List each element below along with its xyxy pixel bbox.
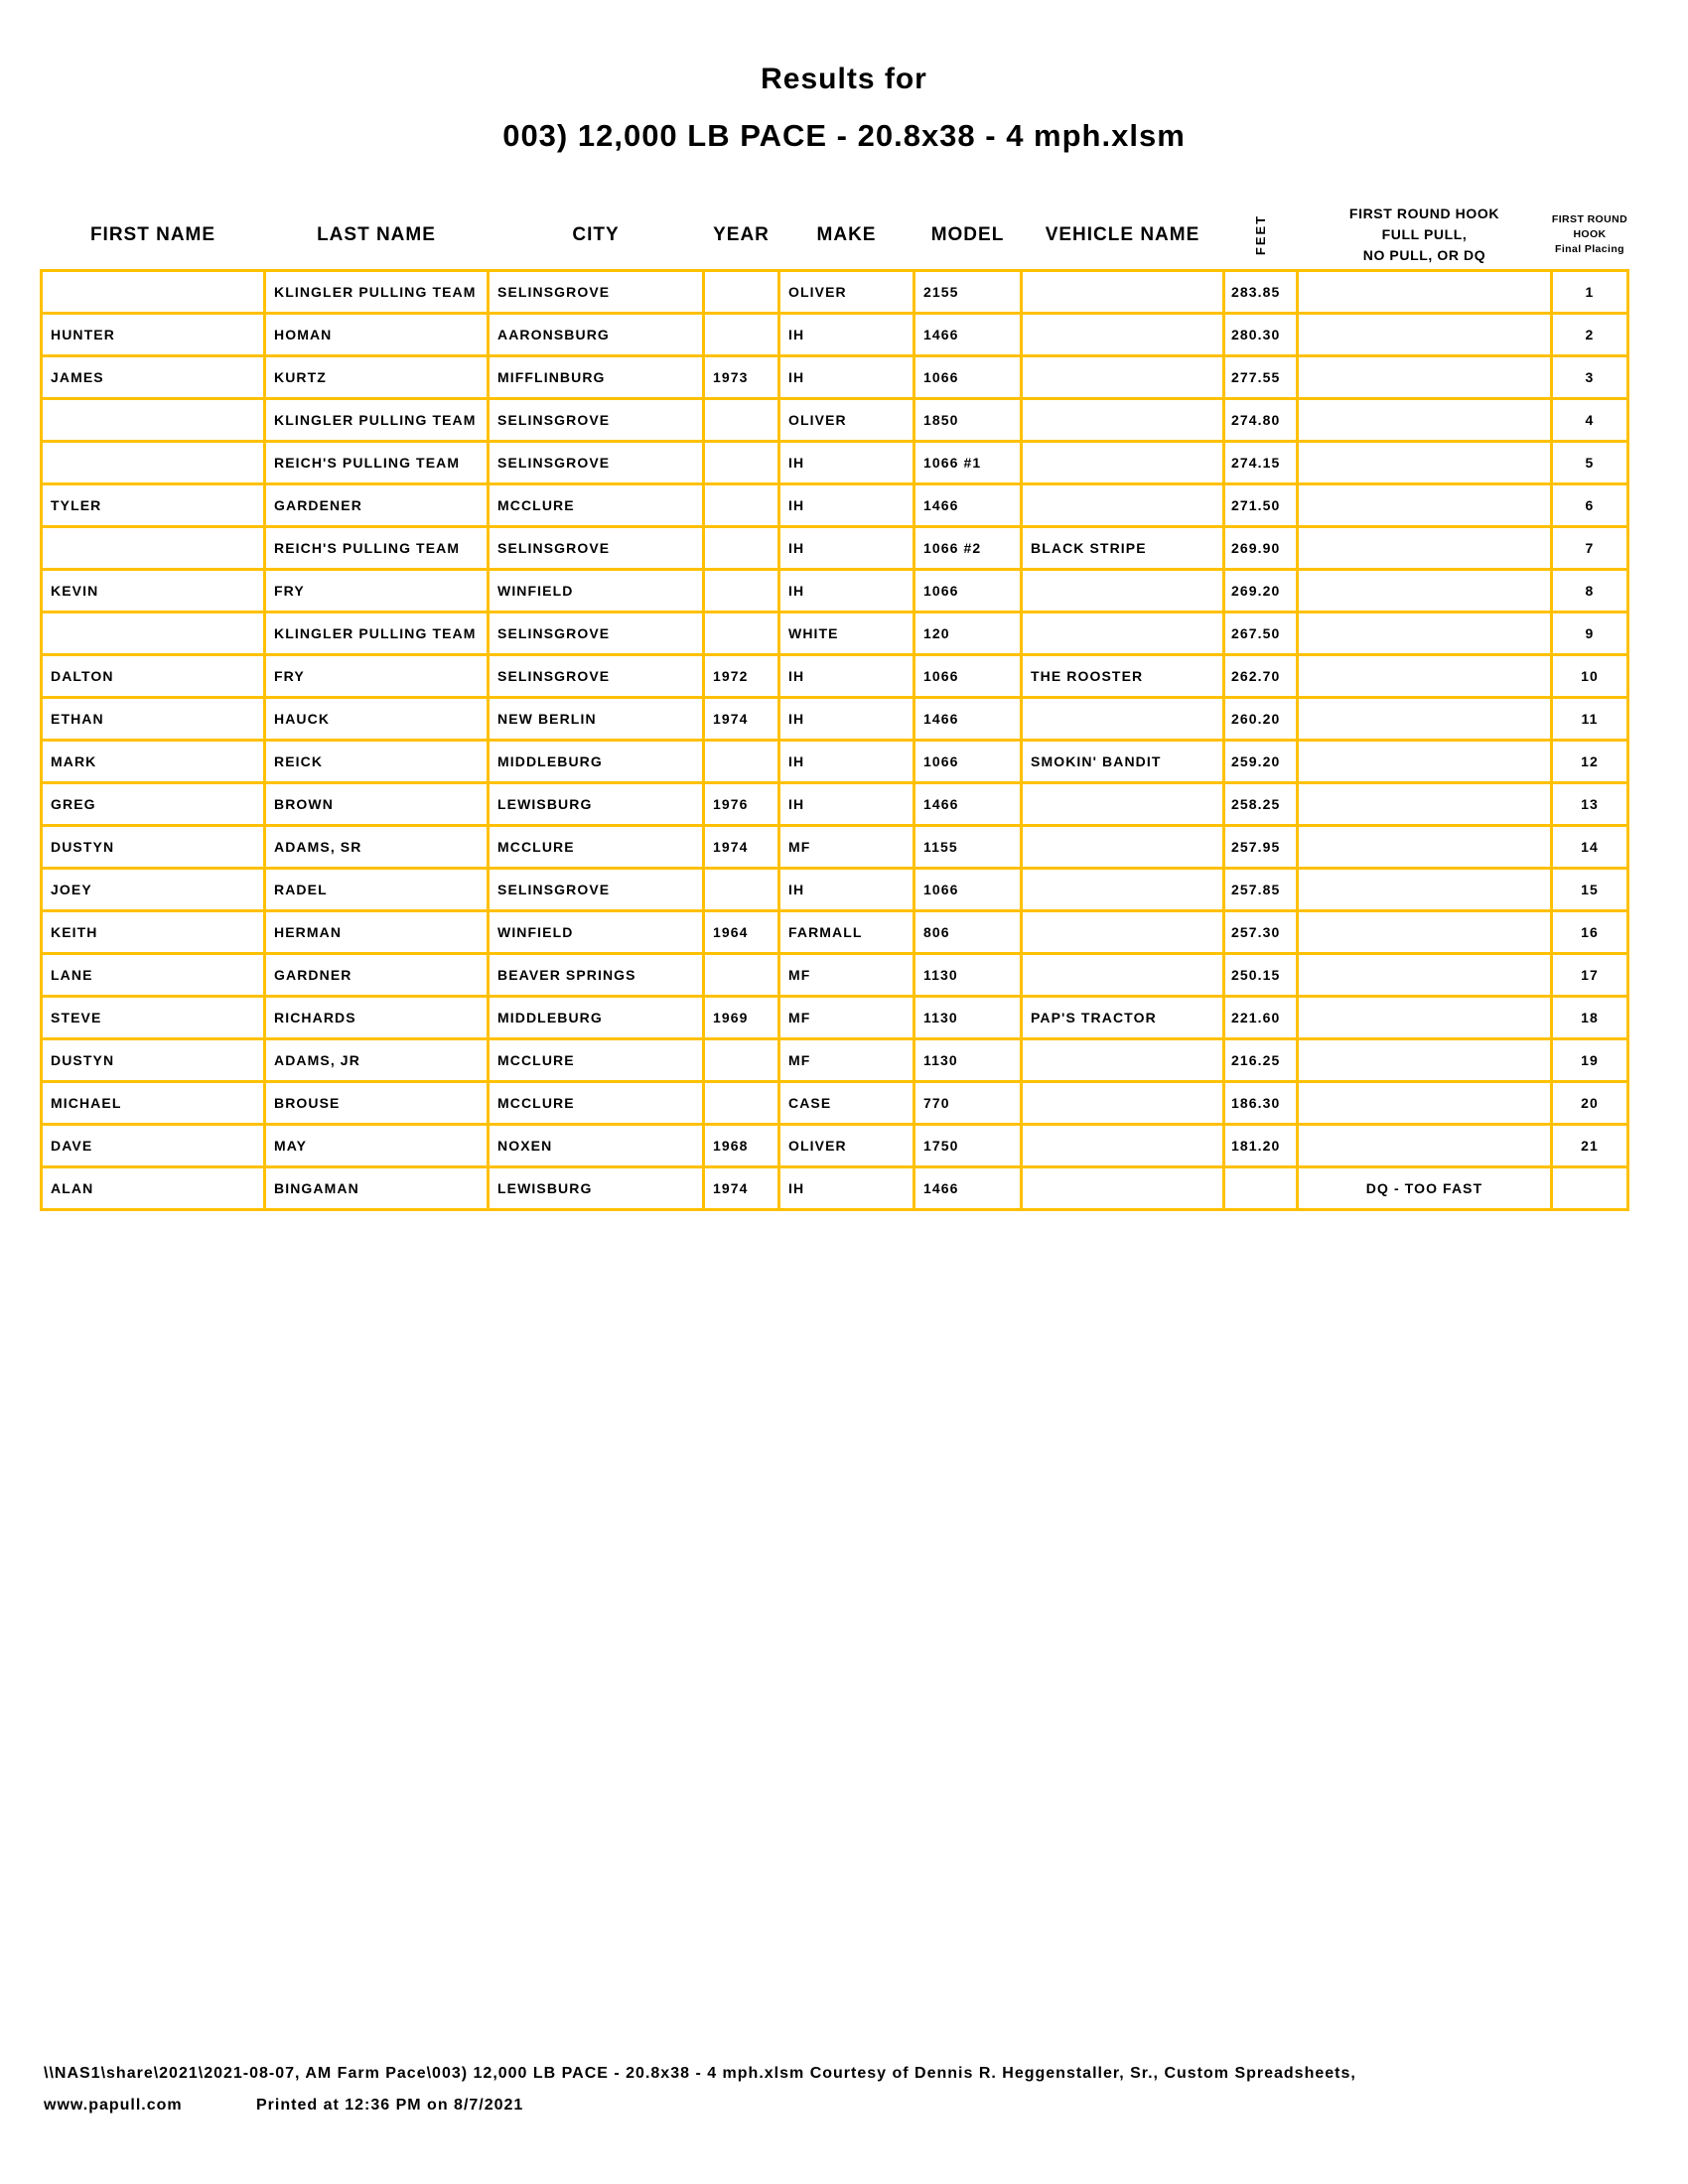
cell-city: LEWISBURG [490,784,702,824]
cell-make: IH [780,1168,913,1208]
cell-place [1553,1168,1626,1208]
cell-year [705,870,777,909]
hook-header-line3: NO PULL, OR DQ [1362,247,1486,263]
cell-hook [1299,784,1550,824]
cell-make: IH [780,656,913,696]
cell-make: IH [780,528,913,568]
column-header-model: MODEL [930,223,1005,245]
cell-place: 10 [1553,656,1626,696]
cell-city: NOXEN [490,1126,702,1165]
cell-first: HUNTER [43,315,263,354]
cell-feet: 181.20 [1225,1126,1296,1165]
cell-last: KLINGLER PULLING TEAM [266,614,487,653]
cell-feet: 271.50 [1225,485,1296,525]
cell-first: MICHAEL [43,1083,263,1123]
column-header-year: YEAR [713,223,770,245]
cell-place: 13 [1553,784,1626,824]
cell-last: FRY [266,656,487,696]
cell-year [705,443,777,482]
cell-make: IH [780,443,913,482]
cell-vehicle [1023,485,1222,525]
cell-model: 806 [915,912,1020,952]
cell-feet: 274.15 [1225,443,1296,482]
cell-vehicle [1023,315,1222,354]
cell-place: 6 [1553,485,1626,525]
cell-city: SELINSGROVE [490,272,702,312]
cell-feet: 250.15 [1225,955,1296,995]
cell-feet: 269.20 [1225,571,1296,611]
cell-last: KLINGLER PULLING TEAM [266,400,487,440]
cell-place: 17 [1553,955,1626,995]
cell-year: 1969 [705,998,777,1037]
cell-first: KEITH [43,912,263,952]
cell-make: IH [780,699,913,739]
cell-first: DUSTYN [43,1040,263,1080]
cell-place: 19 [1553,1040,1626,1080]
cell-place: 18 [1553,998,1626,1037]
cell-hook [1299,1040,1550,1080]
cell-hook [1299,742,1550,781]
cell-last: GARDENER [266,485,487,525]
hook-header-line1: FIRST ROUND HOOK [1348,205,1500,221]
cell-last: FRY [266,571,487,611]
cell-feet [1225,1168,1296,1208]
cell-last: REICH'S PULLING TEAM [266,443,487,482]
cell-make: WHITE [780,614,913,653]
cell-model: 1466 [915,784,1020,824]
placing-header-line2: HOOK [1573,228,1607,240]
cell-last: MAY [266,1126,487,1165]
cell-place: 2 [1553,315,1626,354]
cell-hook [1299,571,1550,611]
cell-hook [1299,272,1550,312]
cell-vehicle: BLACK STRIPE [1023,528,1222,568]
cell-first: KEVIN [43,571,263,611]
cell-year: 1974 [705,827,777,867]
cell-vehicle [1023,1040,1222,1080]
cell-last: BROWN [266,784,487,824]
cell-city: MIDDLEBURG [490,998,702,1037]
cell-hook [1299,485,1550,525]
cell-make: IH [780,742,913,781]
cell-vehicle [1023,699,1222,739]
cell-last: ADAMS, JR [266,1040,487,1080]
cell-vehicle [1023,912,1222,952]
cell-vehicle [1023,400,1222,440]
cell-make: IH [780,485,913,525]
cell-city: SELINSGROVE [490,443,702,482]
cell-vehicle [1023,827,1222,867]
cell-make: OLIVER [780,272,913,312]
cell-feet: 262.70 [1225,656,1296,696]
footer-second-line [44,2097,1652,2120]
cell-vehicle [1023,870,1222,909]
cell-year: 1972 [705,656,777,696]
cell-first: ALAN [43,1168,263,1208]
file-title: 003) 12,000 LB PACE - 20.8x38 - 4 mph.xlsm [502,118,1186,153]
cell-year [705,400,777,440]
cell-first: ETHAN [43,699,263,739]
cell-make: MF [780,998,913,1037]
cell-hook [1299,656,1550,696]
cell-vehicle [1023,1168,1222,1208]
cell-year [705,1040,777,1080]
cell-first [43,272,263,312]
cell-model: 1130 [915,1040,1020,1080]
cell-vehicle [1023,571,1222,611]
cell-last: HAUCK [266,699,487,739]
cell-make: OLIVER [780,400,913,440]
cell-first: JAMES [43,357,263,397]
column-header-first-name: FIRST NAME [89,223,216,245]
cell-city: LEWISBURG [490,1168,702,1208]
cell-feet: 280.30 [1225,315,1296,354]
cell-vehicle [1023,272,1222,312]
cell-model: 1066 #1 [915,443,1020,482]
cell-first: GREG [43,784,263,824]
cell-model: 1466 [915,315,1020,354]
hook-header-line2: FULL PULL, [1381,226,1468,242]
cell-model: 1066 #2 [915,528,1020,568]
cell-first: LANE [43,955,263,995]
cell-year: 1976 [705,784,777,824]
cell-first: DAVE [43,1126,263,1165]
cell-place: 7 [1553,528,1626,568]
cell-feet: 257.85 [1225,870,1296,909]
column-header-feet [1225,198,1296,272]
cell-first: JOEY [43,870,263,909]
cell-last: REICH'S PULLING TEAM [266,528,487,568]
cell-city: SELINSGROVE [490,656,702,696]
cell-place: 14 [1553,827,1626,867]
cell-last: HOMAN [266,315,487,354]
column-header-last-name: LAST NAME [317,223,436,245]
cell-first: DALTON [43,656,263,696]
cell-city: WINFIELD [490,912,702,952]
cell-feet: 260.20 [1225,699,1296,739]
cell-hook [1299,1126,1550,1165]
cell-feet: 259.20 [1225,742,1296,781]
cell-place: 3 [1553,357,1626,397]
cell-model: 1155 [915,827,1020,867]
cell-model: 1066 [915,742,1020,781]
cell-first: DUSTYN [43,827,263,867]
cell-feet: 257.95 [1225,827,1296,867]
cell-hook [1299,443,1550,482]
cell-hook [1299,998,1550,1037]
cell-model: 1750 [915,1126,1020,1165]
cell-hook [1299,528,1550,568]
cell-model: 2155 [915,272,1020,312]
cell-last: HERMAN [266,912,487,952]
column-header-city: CITY [572,223,620,245]
cell-model: 1850 [915,400,1020,440]
cell-place: 21 [1553,1126,1626,1165]
cell-year [705,955,777,995]
column-header-vehicle-name: VEHICLE NAME [1045,223,1200,245]
cell-vehicle [1023,784,1222,824]
cell-city: MCCLURE [490,1083,702,1123]
cell-vehicle [1023,955,1222,995]
cell-model: 1066 [915,357,1020,397]
cell-vehicle: SMOKIN' BANDIT [1023,742,1222,781]
column-header-first-round-hook [1299,198,1550,272]
cell-vehicle [1023,443,1222,482]
cell-make: MF [780,827,913,867]
cell-year [705,1083,777,1123]
cell-first [43,528,263,568]
cell-hook [1299,827,1550,867]
cell-feet: 269.90 [1225,528,1296,568]
cell-last: RICHARDS [266,998,487,1037]
cell-hook [1299,912,1550,952]
cell-place: 15 [1553,870,1626,909]
cell-place: 16 [1553,912,1626,952]
cell-city: WINFIELD [490,571,702,611]
cell-feet: 283.85 [1225,272,1296,312]
cell-make: IH [780,784,913,824]
cell-city: MCCLURE [490,485,702,525]
cell-hook [1299,614,1550,653]
feet-rotated-label: FEET [1252,213,1268,256]
file-path-footer: \\NAS1\share\2021\2021-08-07, AM Farm Pace\003) 12,000 LB PACE - 20.8x38 - 4 mph.xlsm Courtesy of Dennis R. Heggenstaller, Sr., Custom Spreadsheets, [44,2065,1356,2082]
cell-city: MCCLURE [490,827,702,867]
cell-vehicle: THE ROOSTER [1023,656,1222,696]
cell-last: ADAMS, SR [266,827,487,867]
cell-feet: 257.30 [1225,912,1296,952]
cell-place: 20 [1553,1083,1626,1123]
cell-year: 1964 [705,912,777,952]
cell-year: 1973 [705,357,777,397]
cell-place: 1 [1553,272,1626,312]
cell-hook [1299,400,1550,440]
cell-model: 1066 [915,656,1020,696]
cell-year [705,614,777,653]
cell-feet: 277.55 [1225,357,1296,397]
cell-year [705,528,777,568]
cell-hook [1299,1083,1550,1123]
cell-first: TYLER [43,485,263,525]
placing-header-line3: Final Placing [1555,243,1624,255]
cell-last: BROUSE [266,1083,487,1123]
cell-last: GARDNER [266,955,487,995]
cell-city: AARONSBURG [490,315,702,354]
cell-model: 1066 [915,571,1020,611]
cell-make: IH [780,571,913,611]
cell-place: 5 [1553,443,1626,482]
cell-last: REICK [266,742,487,781]
cell-vehicle [1023,1126,1222,1165]
cell-city: BEAVER SPRINGS [490,955,702,995]
cell-hook [1299,870,1550,909]
cell-make: MF [780,955,913,995]
cell-vehicle [1023,357,1222,397]
cell-vehicle [1023,614,1222,653]
cell-make: IH [780,870,913,909]
cell-city: SELINSGROVE [490,528,702,568]
cell-feet: 274.80 [1225,400,1296,440]
cell-hook [1299,955,1550,995]
cell-model: 1066 [915,870,1020,909]
cell-hook [1299,315,1550,354]
cell-hook [1299,699,1550,739]
cell-model: 120 [915,614,1020,653]
cell-place: 12 [1553,742,1626,781]
cell-feet: 186.30 [1225,1083,1296,1123]
results-table [40,269,1629,1211]
cell-feet: 267.50 [1225,614,1296,653]
cell-feet: 221.60 [1225,998,1296,1037]
placing-header-line1: FIRST ROUND [1551,213,1628,225]
cell-make: FARMALL [780,912,913,952]
cell-year: 1974 [705,1168,777,1208]
table-header-row [40,195,1629,272]
cell-model: 770 [915,1083,1020,1123]
cell-first [43,614,263,653]
website-label: www.papull.com [44,2097,183,2114]
cell-place: 4 [1553,400,1626,440]
cell-first [43,400,263,440]
cell-year [705,315,777,354]
cell-city: SELINSGROVE [490,870,702,909]
cell-year: 1974 [705,699,777,739]
cell-place: 9 [1553,614,1626,653]
cell-last: RADEL [266,870,487,909]
cell-hook [1299,357,1550,397]
cell-place: 8 [1553,571,1626,611]
cell-last: KURTZ [266,357,487,397]
cell-first: MARK [43,742,263,781]
cell-first: STEVE [43,998,263,1037]
cell-last: KLINGLER PULLING TEAM [266,272,487,312]
cell-city: SELINSGROVE [490,400,702,440]
cell-model: 1466 [915,485,1020,525]
cell-city: NEW BERLIN [490,699,702,739]
cell-make: OLIVER [780,1126,913,1165]
cell-year [705,485,777,525]
cell-last: BINGAMAN [266,1168,487,1208]
cell-year [705,742,777,781]
cell-year: 1968 [705,1126,777,1165]
cell-year [705,571,777,611]
page-title: Results for [761,63,927,95]
cell-city: MIDDLEBURG [490,742,702,781]
column-header-make: MAKE [816,223,877,245]
cell-vehicle [1023,1083,1222,1123]
cell-model: 1130 [915,998,1020,1037]
column-header-final-placing [1553,198,1626,272]
cell-make: IH [780,315,913,354]
cell-feet: 216.25 [1225,1040,1296,1080]
cell-city: SELINSGROVE [490,614,702,653]
cell-place: 11 [1553,699,1626,739]
cell-first [43,443,263,482]
cell-year [705,272,777,312]
cell-feet: 258.25 [1225,784,1296,824]
cell-model: 1466 [915,1168,1020,1208]
cell-make: MF [780,1040,913,1080]
cell-hook: DQ - TOO FAST [1299,1168,1550,1208]
cell-vehicle: PAP'S TRACTOR [1023,998,1222,1037]
cell-city: MIFFLINBURG [490,357,702,397]
cell-model: 1466 [915,699,1020,739]
cell-city: MCCLURE [490,1040,702,1080]
cell-model: 1130 [915,955,1020,995]
cell-make: IH [780,357,913,397]
printed-timestamp: Printed at 12:36 PM on 8/7/2021 [256,2097,524,2114]
cell-make: CASE [780,1083,913,1123]
